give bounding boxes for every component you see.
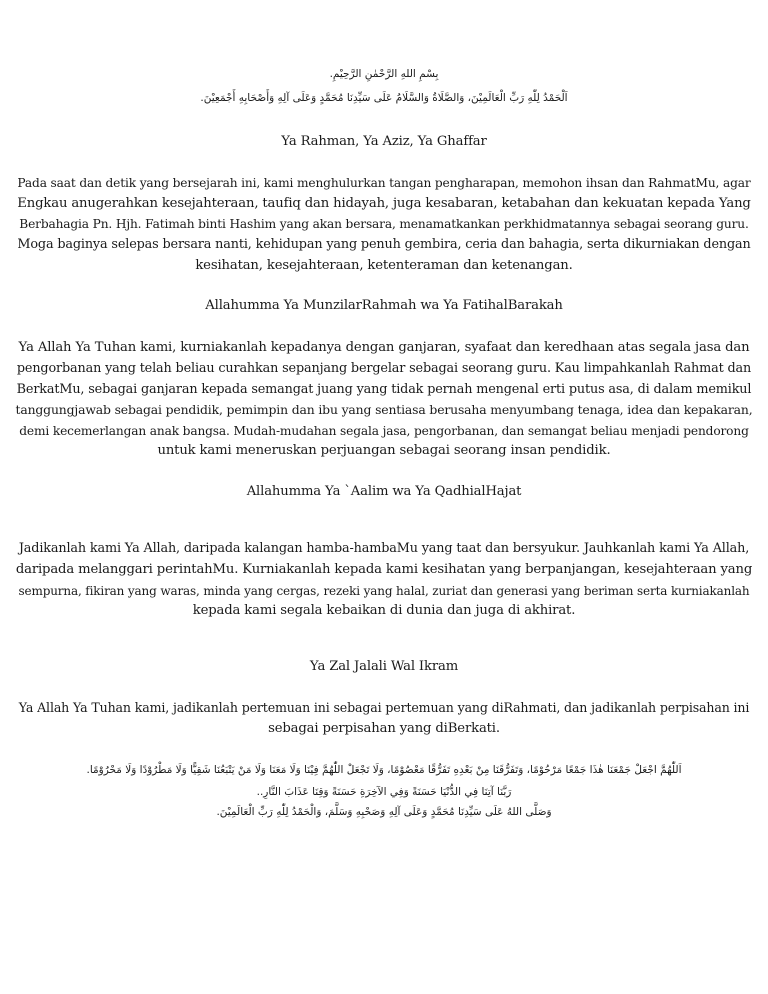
paragraph-line: sebagai perpisahan yang diBerkati.	[268, 721, 500, 736]
section-heading: Ya Rahman, Ya Aziz, Ya Ghaffar	[281, 134, 487, 149]
paragraph-line: pengorbanan yang telah beliau curahkan sepanjang bergelar sebagai seorang guru. Kau limpahkanlah Rahmat dan	[16, 361, 752, 376]
paragraph-line: Engkau anugerahkan kesejahteraan, taufiq dan hidayah, juga kesabaran, ketabahan dan kekuatan kepada Yang	[17, 196, 751, 211]
paragraph-line: kesihatan, kesejahteraan, ketenteraman dan ketenangan.	[195, 258, 573, 273]
section-heading: Allahumma Ya `Aalim wa Ya QadhialHajat	[246, 484, 522, 499]
section-heading: Ya Zal Jalali Wal Ikram	[309, 659, 459, 674]
paragraph-line: tanggungjawab sebagai pendidik, pemimpin dan ibu yang sentiasa berusaha menyumbang tenaga, idea dan kepakaran,	[15, 402, 753, 417]
opening-basmalah: بِسْمِ اللهِ الرَّحْمٰنِ الرَّحِيْمِ.	[329, 68, 439, 80]
closing-rabbana: رَبَّنَا آتِنَا فِي الدُّنْيَا حَسَنَةً وَفِي الآخِرَةِ حَسَنَةً وَقِنَا عَذَابَ النَّارِ..	[256, 786, 512, 798]
closing-doa: اَللّٰهُمَّ اجْعَلْ جَمْعَنَا هٰذَا جَمْعًا مَرْحُوْمًا، وَتَفَرُّقَنَا مِنْ بَعْدِهِ تَفَرُّقًا مَعْصُوْمًا، وَلَا تَجْعَلْ اللّٰهُمَّ فِيْنَا وَلَا مَعَنَا وَلَا مَنْ يَتْبَعُنَا شَقِيًّا وَلَا مَطْرُوْدًا وَلَا مَحْرُوْمًا.	[86, 764, 682, 776]
section-heading: Allahumma Ya MunzilarRahmah wa Ya FatihalBarakah	[205, 298, 563, 313]
paragraph-line: untuk kami meneruskan perjuangan sebagai seorang insan pendidik.	[157, 443, 611, 458]
paragraph-line: BerkatMu, sebagai ganjaran kepada semangat juang yang tidak pernah mengenal erti putus asa, di dalam memikul	[16, 382, 752, 397]
paragraph-line: Jadikanlah kami Ya Allah, daripada kalangan hamba-hambaMu yang taat dan bersyukur. Jauhkanlah kami Ya Allah,	[18, 541, 750, 556]
paragraph-line: Pada saat dan detik yang bersejarah ini, kami menghulurkan tangan pengharapan, memohon ihsan dan RahmatMu, agar	[17, 176, 751, 190]
paragraph-line: Moga baginya selepas bersara nanti, kehidupan yang penuh gembira, ceria dan bahagia, serta dikurniakan dengan	[17, 237, 751, 252]
opening-hamdalah: اَلْحَمْدُ لِلّٰهِ رَبِّ الْعَالَمِيْنَ، وَالصَّلَاةُ وَالسَّلَامُ عَلَى سَيِّدِنَا مُحَمَّدٍ وَعَلَى آلِهِ وَأَصْحَابِهِ أَجْمَعِيْنَ.	[200, 92, 568, 104]
paragraph-line: Ya Allah Ya Tuhan kami, jadikanlah pertemuan ini sebagai pertemuan yang diRahmati, dan jadikanlah perpisahan ini	[18, 700, 750, 715]
paragraph-line: demi kecemerlangan anak bangsa. Mudah-mudahan segala jasa, pengorbanan, dan semangat beliau menjadi pendorong	[19, 424, 749, 438]
paragraph-line: Ya Allah Ya Tuhan kami, kurniakanlah kepadanya dengan ganjaran, syafaat dan keredhaan atas segala jasa dan	[18, 340, 750, 355]
paragraph-line: daripada melanggari perintahMu. Kurniakanlah kepada kami kesihatan yang berpanjangan, kesejahteraan yang	[15, 562, 753, 577]
paragraph-line: kepada kami segala kebaikan di dunia dan juga di akhirat.	[192, 603, 576, 618]
paragraph-line: sempurna, fikiran yang waras, minda yang cergas, rezeki yang halal, zuriat dan generasi yang beriman serta kurniakanlah	[18, 584, 750, 598]
paragraph-line: Berbahagia Pn. Hjh. Fatimah binti Hashim yang akan bersara, menamatkankan perkhidmatannya sebagai seorang guru.	[19, 217, 749, 231]
closing-salawat: وَصَلَّى اللهُ عَلَى سَيِّدِنَا مُحَمَّدٍ وَعَلَى آلِهِ وَصَحْبِهِ وَسَلَّمَ، وَالْحَمْدُ لِلّٰهِ رَبِّ الْعَالَمِيْنَ.	[216, 806, 552, 818]
